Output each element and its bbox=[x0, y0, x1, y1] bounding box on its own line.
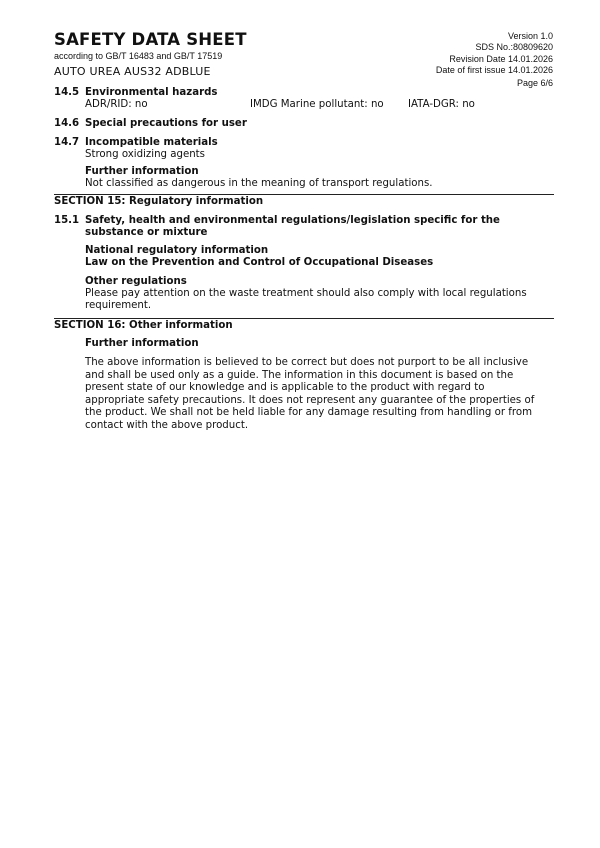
header-right bbox=[436, 31, 553, 89]
disclaimer-paragraph bbox=[85, 357, 541, 433]
disclaimer-line: The above information is believed to be correct but does not purport to be all inclusive bbox=[85, 357, 529, 368]
national-law: Law on the Prevention and Control of Occupational Diseases bbox=[85, 257, 434, 268]
disclaimer-line: and shall be used only as a guide. The information in this document is based on the bbox=[85, 369, 514, 381]
section-title: Incompatible materials bbox=[85, 137, 218, 148]
section-number: 14.7 bbox=[54, 137, 80, 148]
section-15-1-heading bbox=[54, 215, 500, 228]
section-number: 14.5 bbox=[54, 87, 80, 98]
section-14-7-heading bbox=[54, 137, 218, 150]
incompatible-materials-text: Strong oxidizing agents bbox=[85, 149, 205, 160]
section-14-5-heading bbox=[54, 87, 218, 100]
section-divider bbox=[54, 318, 554, 319]
section-15-1-heading-cont: substance or mixture bbox=[85, 227, 208, 238]
section-title: Special precautions for user bbox=[85, 118, 247, 129]
first-issue-date: Date of first issue 14.01.2026 bbox=[435, 64, 553, 75]
document-standard: according to GB/T 16483 and GB/T 17519 bbox=[54, 51, 223, 61]
disclaimer-line: present state of our knowledge and is applicable to the product with regard to bbox=[85, 382, 485, 394]
disclaimer-line: contact with the above product. bbox=[85, 419, 249, 431]
header-left bbox=[54, 30, 247, 80]
further-information-text: Not classified as dangerous in the meaning of transport regulations. bbox=[85, 178, 433, 189]
section-divider bbox=[54, 194, 554, 195]
other-regulations-heading: Other regulations bbox=[85, 276, 187, 287]
section-16-heading: SECTION 16: Other information bbox=[54, 320, 233, 331]
other-regulations-line1: Please pay attention on the waste treatment should also comply with local regulations bbox=[85, 288, 527, 299]
adr-rid-value: ADR/RID: no bbox=[85, 99, 148, 110]
section-14-6-heading bbox=[54, 118, 247, 131]
page-number: Page 6/6 bbox=[516, 78, 553, 89]
other-regulations-line2: requirement. bbox=[85, 300, 152, 311]
section-15-heading: SECTION 15: Regulatory information bbox=[54, 196, 264, 207]
section-number: 15.1 bbox=[54, 215, 80, 226]
further-information-heading: Further information bbox=[85, 338, 199, 349]
national-regulatory-heading: National regulatory information bbox=[85, 245, 269, 256]
sds-number: SDS No.:80809620 bbox=[475, 42, 553, 53]
section-title: Environmental hazards bbox=[85, 87, 218, 98]
section-number: 14.6 bbox=[54, 118, 80, 129]
disclaimer-line: the product. We shall not be held liable for any damage resulting from handling or from bbox=[85, 407, 532, 419]
document-title: SAFETY DATA SHEET bbox=[54, 30, 247, 49]
iata-value: IATA-DGR: no bbox=[408, 99, 475, 110]
further-information-heading: Further information bbox=[85, 166, 199, 177]
disclaimer-line: appropriate safety precautions. It does not represent any guarantee of the properties of bbox=[85, 394, 535, 406]
revision-date: Revision Date 14.01.2026 bbox=[449, 53, 553, 64]
imdg-value: IMDG Marine pollutant: no bbox=[250, 99, 384, 110]
version-label: Version 1.0 bbox=[507, 31, 553, 41]
section-title: Safety, health and environmental regulations/legislation specific for the bbox=[85, 215, 500, 226]
product-name: AUTO UREA AUS32 ADBLUE bbox=[54, 65, 211, 78]
